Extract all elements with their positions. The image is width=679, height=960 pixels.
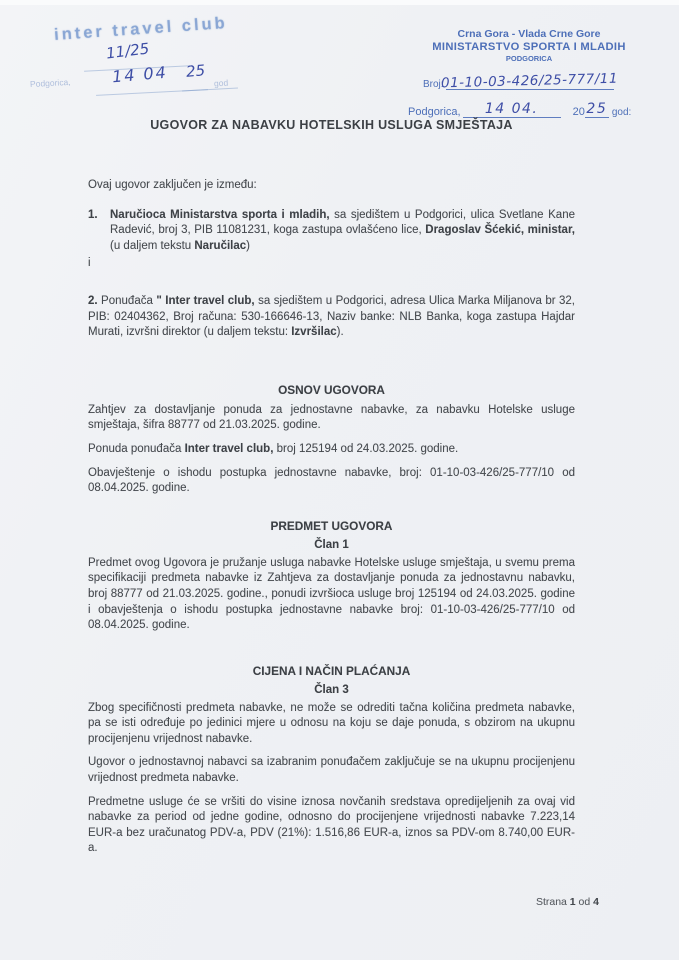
party-2-alias: Izvršilac [291,326,337,339]
intro-line: Ovaj ugovor zaključen je između: [88,179,257,191]
footer-of: od [575,896,594,908]
cijena-paragraph-1: Zbog specifičnosti predmeta nabavke, ne može se odrediti tačna količina predmeta nabavke, pa se isti određuje po jedinici mjere u odnosu na koju se daje ponuda, s obzirom na ukupnu procijenjenu vrijednost nabavke. [88,701,575,745]
cijena-paragraph-2: Ugovor o jednostavnoj nabavci sa izabranim ponuđačem zaključuje se na ukupnu procijenjenu vrijednost predmeta nabavke. [88,756,575,785]
party-2-text [88,294,575,341]
conjunction-i: i [88,257,91,270]
osnov-p2-lead: Ponuda ponuđača [88,442,185,455]
party-1-representative: Dragoslav Šćekić, ministar, [425,224,575,237]
scan-edge [0,0,679,5]
party-1-text [110,208,575,255]
inter-travel-club-stamp [26,12,256,107]
ministry-letterhead [380,28,678,118]
stamp-handwritten-number: 11/25 [105,39,151,63]
year-underline [585,101,609,118]
letterhead-place-label: Podgorica, [408,106,461,118]
letterhead-date-row [408,98,678,118]
footer-prefix: Strana [535,896,570,908]
party-1-close: ) [246,239,250,252]
party-1-number: 1. [88,208,98,221]
god-label: god: [611,107,632,118]
letterhead-city: PODGORICA [505,54,553,63]
party-1-name: Naručioca Ministarstva sporta i mladih, [110,208,330,221]
party-2-details: sa sjedištem u Podgorici, adresa Ulica Marka Miljanova br 32, PIB: 02404362, Broj računa: 530-166646-13, Naziv banke: NLB Banka, koga zastupa Hajdar Murati, izvršni direktor (u daljem tekstu: [88,294,575,339]
cijena-paragraph-3: Predmetne usluge će se vršiti do visine iznosa novčanih sredstava opredijeljenih za ovaj vid nabavke za period od jedne godine, odnosno do procijenjene vrijednosti nabavke 7.223,14 EUR-a bez uračunatog PDV-a, PDV (21%): 1.516,86 EUR-a, iznos sa PDV-om 8.740,00 EUR-a. [88,795,575,855]
stamp-handwritten-date: 14 04 [111,62,169,87]
footer-page-number: 1 [569,896,576,908]
stamp-company-name: inter travel club [53,13,229,45]
section-heading-cijena: CIJENA I NAČIN PLAĆANJA [252,663,411,678]
section-heading-predmet: PREDMET UGOVORA [270,518,393,533]
clan-3-heading: Član 3 [314,683,349,696]
date-underline [463,101,561,118]
party-1-details: sa sjedištem u Podgorici, ulica Svetlane Kane Radević, broj 3, PIB 11081231, koga zastupa ovlašćeno lice, [110,208,575,237]
party-1-alias: Naručilac [194,239,247,252]
osnov-paragraph-3: Obavještenje o ishodu postupka jednostavne nabavke, broj: 01-10-03-426/25-777/10 od 08.04.2025. godine. [88,466,575,495]
party-1 [88,208,575,255]
year-prefix: 20 [572,106,585,118]
ministry-name: MINISTARSTVO SPORTA I MLADIH [432,41,626,53]
stamp-handwritten-year: 25 [185,61,206,81]
osnov-paragraph-1: Zahtjev za dostavljanje ponuda za jednostavne nabavke, za nabavku Hotelske usluge smještaja, šifra 88777 od 21.03.2025. godine. [88,403,575,432]
clan-1-heading: Član 1 [314,538,349,551]
stamp-underline [182,88,238,92]
broj-underline [440,70,619,92]
date-handwritten-value: 14 04. [484,101,539,117]
protocol-number-row [423,68,678,90]
osnov-p2-company: Inter travel club, [184,442,274,455]
party-2-number: 2. [88,294,98,307]
broj-handwritten-value: 01-10-03-426/25-777/11 [440,70,619,92]
party-2-name: " Inter travel club, [156,294,255,307]
party-2-role: Ponuđača [97,294,157,307]
broj-label: Broj: [423,79,444,90]
predmet-paragraph: Predmet ovog Ugovora je pružanje usluga nabavke Hotelske usluge smještaja, u svemu prema specifikaciji predmeta nabavke iz Zahtjeva za dostavljanje ponuda za jednostavnu nabavku, broj 88777 od 21.03.2025. godine., ponudi izvršioca usluge broj 125194 od 24.03.2025. godine i obavještenja o ishodu postupka jednostavne nabavke broj: 01-10-03-426/25-777/10 od 08.04.2025. godine. [88,556,575,632]
stamp-god-label: god [213,77,229,89]
footer-total-pages: 4 [593,896,599,908]
stamp-place-label: Podgorica, [29,76,71,90]
osnov-paragraph-2 [88,442,575,458]
contract-body [88,118,575,865]
year-handwritten-value: 25 [586,101,608,117]
page-footer [536,896,599,908]
party-1-alias-intro: (u daljem tekstu [110,239,195,252]
document-title: UGOVOR ZA NABAVKU HOTELSKIH USLUGA SMJEŠTAJA [150,118,513,132]
party-2-close: ). [336,326,344,339]
government-name: Crna Gora - Vlada Crne Gore [457,28,601,40]
section-heading-osnov: OSNOV UGOVORA [278,382,385,397]
osnov-p2-rest: broj 125194 od 24.03.2025. godine. [273,442,459,455]
